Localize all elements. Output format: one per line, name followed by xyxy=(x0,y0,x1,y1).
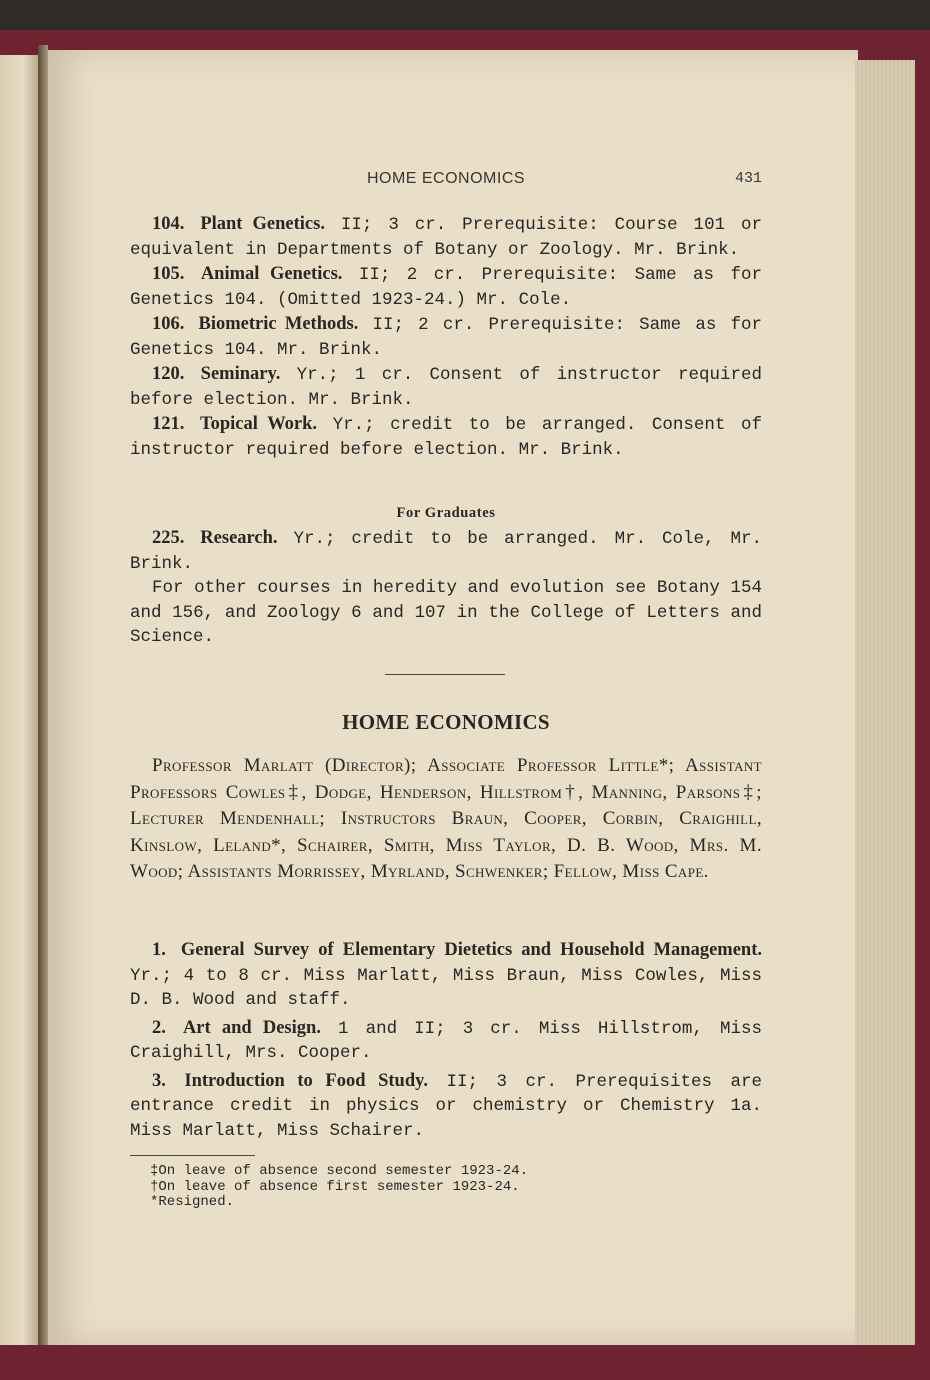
course-entry xyxy=(130,362,762,412)
course-list-home-economics xyxy=(130,938,762,1143)
footnote: *Resigned. xyxy=(150,1194,235,1210)
course-number: 105. xyxy=(152,264,185,284)
course-number: 120. xyxy=(152,364,185,384)
graduates-section xyxy=(130,505,762,650)
course-entry xyxy=(130,526,762,576)
course-description: Yr.; 4 to 8 cr. Miss Marlatt, Miss Braun, Miss Cowles, Miss D. B. Wood and staff. xyxy=(130,965,762,1010)
course-title: General Survey of Elementary Dietetics and Household Management. xyxy=(180,940,762,960)
course-description: Yr.; credit to be arranged. Consent of instructor required before election. Mr. Brink. xyxy=(130,415,762,460)
course-entry xyxy=(130,412,762,462)
section-title: HOME ECONOMICS xyxy=(342,710,550,734)
course-title: Animal Genetics. xyxy=(200,264,343,284)
footnotes xyxy=(150,1164,750,1211)
graduates-heading: For Graduates xyxy=(396,505,496,521)
running-title: HOME ECONOMICS xyxy=(366,170,526,187)
left-page-edge xyxy=(0,55,38,1345)
course-description: Yr.; credit to be arranged. Mr. Cole, Mr. Brink. xyxy=(130,529,762,574)
book-gutter xyxy=(38,45,48,1345)
course-description: 1 and II; 3 cr. Miss Hillstrom, Miss Craighill, Mrs. Cooper. xyxy=(130,1018,762,1063)
course-entry xyxy=(130,212,762,262)
page-fore-edge xyxy=(855,60,915,1345)
course-title: Biometric Methods. xyxy=(198,314,359,334)
course-entry xyxy=(130,312,762,362)
faculty-list: Professor Marlatt (Director); Associate Professor Little*; Assistant Professors Cowles‡, Dodge, Henderson, Hillstrom†, Manning, Parsons‡; Lecturer Mendenhall; Instructors Braun, Cooper, Corbin, Craighill, Kinslow, Leland*, Schairer, Smith, Miss Taylor, D. B. Wood, Mrs. M. Wood; Assistants Morrissey, Myrland, Schwenker; Fellow, Miss Cape. xyxy=(130,755,762,882)
course-number: 104. xyxy=(152,214,185,234)
course-title: Research. xyxy=(200,528,278,548)
course-list-genetics xyxy=(130,212,762,462)
course-title: Topical Work. xyxy=(199,414,318,434)
course-description: II; 3 cr. Prerequisite: Course 101 or equivalent in Departments of Botany or Zoology. Mr. Brink. xyxy=(130,215,762,260)
course-entry xyxy=(130,262,762,312)
page-number: 431 xyxy=(734,170,762,187)
course-description: Yr.; 1 cr. Consent of instructor required before election. Mr. Brink. xyxy=(130,365,762,410)
course-title: Plant Genetics. xyxy=(200,214,325,234)
course-title: Art and Design. xyxy=(182,1017,321,1038)
course-number: 2. xyxy=(152,1017,166,1038)
course-description: II; 2 cr. Prerequisite: Same as for Genetics 104. (Omitted 1923-24.) Mr. Cole. xyxy=(130,265,762,310)
course-number: 106. xyxy=(152,314,185,334)
footnote-divider xyxy=(130,1155,255,1156)
course-title: Seminary. xyxy=(200,364,281,384)
course-description: II; 3 cr. Prerequisites are entrance credit in physics or chemistry or Chemistry 1a. Miss Marlatt, Miss Schairer. xyxy=(130,1071,762,1141)
footnote: ‡On leave of absence second semester 1923-24. xyxy=(150,1163,529,1179)
course-entry xyxy=(130,1069,762,1144)
running-head xyxy=(130,170,762,194)
course-number: 1. xyxy=(152,940,166,960)
cross-reference-note: For other courses in heredity and evolution see Botany 154 and 156, and Zoology 6 and 107 in the College of Letters and Science. xyxy=(130,578,762,647)
section-divider xyxy=(385,674,505,675)
course-title: Introduction to Food Study. xyxy=(184,1070,428,1091)
course-description: II; 2 cr. Prerequisite: Same as for Genetics 104. Mr. Brink. xyxy=(130,315,762,360)
course-entry xyxy=(130,938,762,1013)
footnote: †On leave of absence first semester 1923-24. xyxy=(150,1178,520,1195)
home-economics-section xyxy=(130,710,762,886)
course-number: 121. xyxy=(152,414,185,434)
course-number: 3. xyxy=(152,1070,166,1091)
course-number: 225. xyxy=(152,528,185,548)
course-entry xyxy=(130,1016,762,1066)
